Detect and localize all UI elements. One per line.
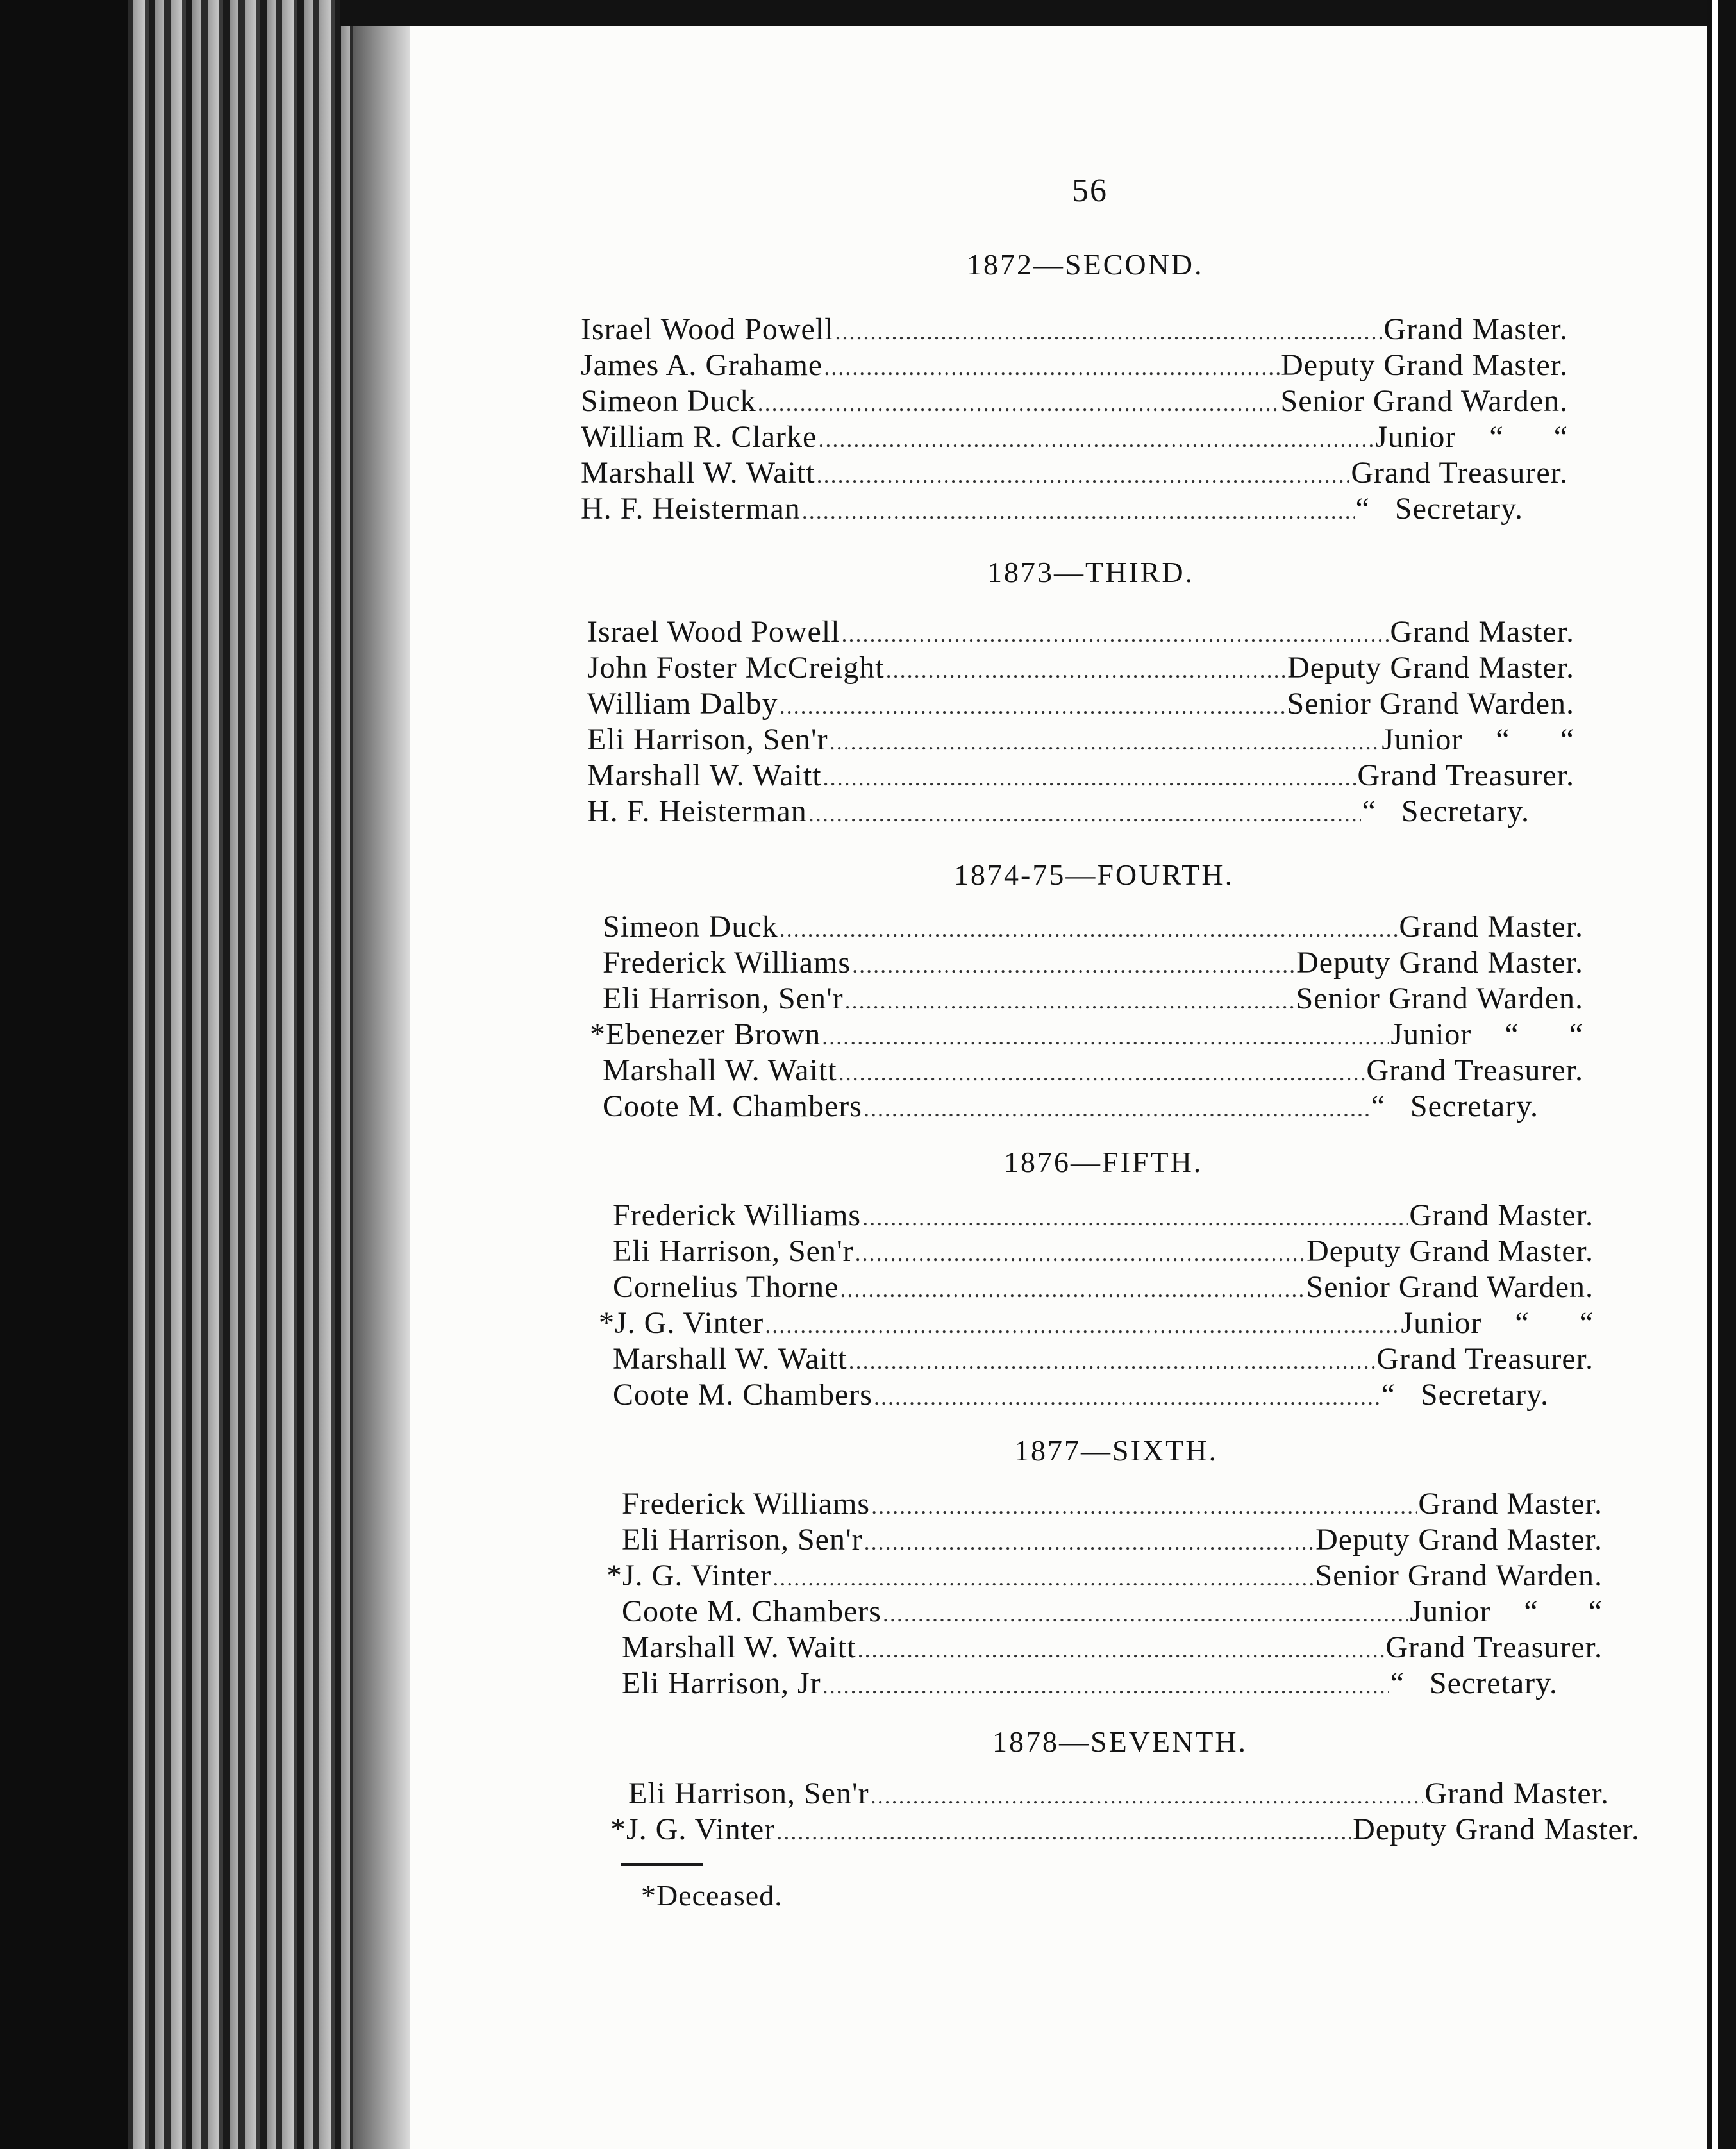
book-page-edges <box>0 0 410 2149</box>
officer-name: Eli Harrison, Sen'r <box>628 1777 869 1810</box>
dot-leader <box>758 392 1280 415</box>
officer-name: Eli Harrison, Sen'r <box>622 1523 863 1557</box>
officer-name: Frederick Williams <box>603 946 851 980</box>
office-title: Deputy Grand Master. <box>1287 651 1574 685</box>
dot-leader <box>842 623 1389 646</box>
officer-row <box>603 1091 1539 1122</box>
dot-leader <box>864 1530 1315 1553</box>
officer-row <box>603 983 1583 1014</box>
section-heading-1872: 1872—SECOND. <box>967 248 1204 281</box>
officer-row <box>622 1668 1558 1699</box>
officer-name: Israel Wood Powell <box>581 312 834 346</box>
officer-row <box>581 458 1568 489</box>
dot-leader <box>802 499 1355 523</box>
officer-name: H. F. Heisterman <box>587 794 807 828</box>
office-title: Junior “ “ <box>1375 420 1568 454</box>
dot-leader <box>823 766 1356 789</box>
office-title: Grand Master. <box>1390 615 1574 649</box>
dot-leader <box>845 989 1295 1012</box>
officer-row <box>603 1055 1583 1086</box>
officer-row <box>581 386 1568 417</box>
section-heading-1877: 1877—SIXTH. <box>1014 1434 1218 1467</box>
officer-row <box>606 1560 1603 1591</box>
office-title: Junior “ “ <box>1390 1017 1583 1051</box>
officer-name: Frederick Williams <box>622 1487 871 1521</box>
office-title: Grand Treasurer. <box>1351 456 1568 490</box>
officer-name: James A. Grahame <box>581 348 823 382</box>
dot-leader <box>871 1494 1417 1518</box>
office-title: Grand Treasurer. <box>1376 1342 1594 1376</box>
officer-name: *Ebenezer Brown <box>590 1017 821 1051</box>
office-title: Deputy Grand Master. <box>1296 946 1583 980</box>
officer-row <box>613 1236 1594 1267</box>
section-heading-1878: 1878—SEVENTH. <box>992 1725 1248 1758</box>
officer-name: Simeon Duck <box>581 384 756 418</box>
officer-row <box>581 422 1568 453</box>
officer-row <box>622 1596 1603 1627</box>
dot-leader <box>830 730 1381 753</box>
dot-leader <box>822 1025 1389 1048</box>
office-title: Senior Grand Warden. <box>1315 1559 1603 1593</box>
dot-leader <box>849 1350 1376 1373</box>
officer-name: William R. Clarke <box>581 420 817 454</box>
section-heading-1876: 1876—FIFTH. <box>1004 1146 1203 1178</box>
section-heading-1874-75: 1874-75—FOURTH. <box>954 858 1235 891</box>
dot-leader <box>840 1278 1305 1301</box>
dot-leader <box>864 1097 1370 1120</box>
dot-leader <box>874 1385 1380 1409</box>
dot-leader <box>855 1242 1306 1265</box>
office-title: Deputy Grand Master. <box>1281 348 1568 382</box>
officer-row <box>613 1272 1594 1303</box>
dot-leader <box>862 1206 1408 1229</box>
office-title: “ Secretary. <box>1362 794 1530 828</box>
office-title: Deputy Grand Master. <box>1353 1812 1640 1846</box>
officer-row <box>587 653 1574 683</box>
officer-name: William Dalby <box>587 687 778 721</box>
officer-row <box>581 494 1523 524</box>
office-title: Grand Treasurer. <box>1357 758 1574 792</box>
page-number: 56 <box>1072 172 1108 209</box>
officer-name: Marshall W. Waitt <box>622 1630 856 1664</box>
officer-row <box>599 1308 1594 1339</box>
officer-row <box>610 1814 1640 1845</box>
office-title: “ Secretary. <box>1355 492 1523 526</box>
officer-row <box>581 314 1568 345</box>
office-title: Grand Treasurer. <box>1366 1053 1583 1087</box>
dot-leader <box>822 1674 1389 1697</box>
office-title: Deputy Grand Master. <box>1315 1523 1603 1557</box>
office-title: Junior “ “ <box>1410 1594 1603 1628</box>
officer-row <box>587 617 1574 648</box>
office-title: Senior Grand Warden. <box>1280 384 1568 418</box>
officer-name: Eli Harrison, Sen'r <box>613 1234 854 1268</box>
officer-name: *J. G. Vinter <box>606 1559 772 1593</box>
dot-leader <box>883 1602 1408 1625</box>
office-title: Grand Master. <box>1399 910 1583 944</box>
officer-name: *J. G. Vinter <box>610 1812 776 1846</box>
officer-row <box>587 760 1574 791</box>
officer-name: Marshall W. Waitt <box>581 456 815 490</box>
officer-name: Coote M. Chambers <box>613 1378 872 1412</box>
office-title: “ Secretary. <box>1390 1666 1558 1700</box>
officer-name: Marshall W. Waitt <box>613 1342 847 1376</box>
officer-row <box>603 948 1583 978</box>
office-title: Grand Master. <box>1383 312 1568 346</box>
office-title: Grand Treasurer. <box>1385 1630 1603 1664</box>
dot-leader <box>772 1566 1314 1589</box>
officer-name: Eli Harrison, Sen'r <box>603 982 844 1016</box>
office-title: Senior Grand Warden. <box>1296 982 1583 1016</box>
officer-row <box>622 1525 1603 1555</box>
officer-row <box>613 1200 1594 1231</box>
office-title: “ Secretary. <box>1381 1378 1549 1412</box>
dot-leader <box>839 1061 1365 1084</box>
officer-name: Eli Harrison, Sen'r <box>587 723 828 757</box>
dot-leader <box>780 694 1286 717</box>
officer-name: Cornelius Thorne <box>613 1270 839 1304</box>
officer-name: John Foster McCreight <box>587 651 885 685</box>
dot-leader <box>835 320 1383 343</box>
officer-name: Coote M. Chambers <box>603 1089 862 1123</box>
office-title: Junior “ “ <box>1401 1306 1594 1340</box>
officer-row <box>628 1778 1609 1809</box>
dot-leader <box>886 658 1286 681</box>
dot-leader <box>852 953 1295 976</box>
dot-leader <box>780 917 1398 941</box>
officer-row <box>603 912 1583 942</box>
officer-name: Eli Harrison, Jr <box>622 1666 821 1700</box>
officer-row <box>590 1019 1583 1050</box>
officer-name: H. F. Heisterman <box>581 492 801 526</box>
officer-row <box>587 796 1530 827</box>
footnote: *Deceased. <box>641 1879 783 1912</box>
officer-row <box>622 1489 1603 1519</box>
officer-row <box>613 1380 1549 1410</box>
office-title: Senior Grand Warden. <box>1287 687 1574 721</box>
officer-row <box>587 689 1574 719</box>
dot-leader <box>858 1638 1385 1661</box>
officer-row <box>587 724 1574 755</box>
dot-leader <box>765 1314 1399 1337</box>
dot-leader <box>776 1820 1351 1843</box>
officer-row <box>581 350 1568 381</box>
dot-leader <box>817 464 1350 487</box>
officer-row <box>613 1344 1594 1375</box>
officer-name: Marshall W. Waitt <box>587 758 822 792</box>
footnote-rule <box>621 1863 703 1866</box>
office-title: “ Secretary. <box>1371 1089 1539 1123</box>
dot-leader <box>808 802 1361 825</box>
dot-leader <box>824 356 1280 379</box>
officer-name: Frederick Williams <box>613 1198 862 1232</box>
office-title: Deputy Grand Master. <box>1306 1234 1594 1268</box>
dot-leader <box>818 428 1374 451</box>
dot-leader <box>871 1784 1424 1807</box>
officer-name: Marshall W. Waitt <box>603 1053 837 1087</box>
office-title: Senior Grand Warden. <box>1306 1270 1594 1304</box>
office-title: Grand Master. <box>1418 1487 1603 1521</box>
officer-name: Israel Wood Powell <box>587 615 840 649</box>
scan-top-shadow <box>340 0 1736 26</box>
office-title: Grand Master. <box>1424 1777 1609 1810</box>
section-heading-1873: 1873—THIRD. <box>987 556 1195 589</box>
scan-right-border <box>1707 0 1736 2149</box>
officer-name: *J. G. Vinter <box>599 1306 764 1340</box>
officer-name: Simeon Duck <box>603 910 778 944</box>
office-title: Grand Master. <box>1409 1198 1594 1232</box>
officer-row <box>622 1632 1603 1663</box>
office-title: Junior “ “ <box>1381 723 1574 757</box>
officer-name: Coote M. Chambers <box>622 1594 881 1628</box>
